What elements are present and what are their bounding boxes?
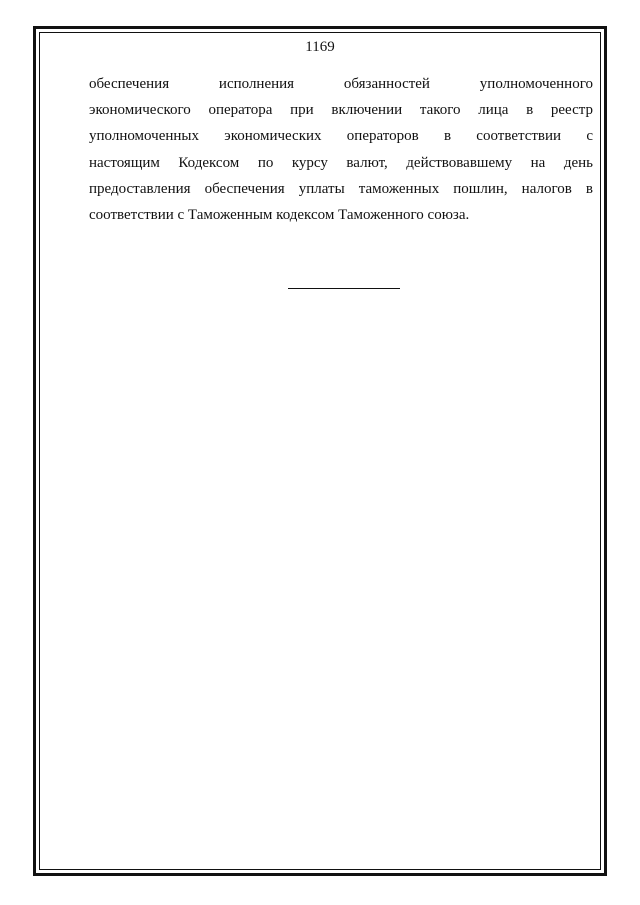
paragraph-line: обеспечения исполнения обязанностей уполномоченного — [89, 76, 593, 92]
paragraph-line: уполномоченных экономических операторов в соответствии с — [89, 128, 593, 145]
paragraph-line: соответствии с Таможенным кодексом Таможенного союза. — [89, 207, 470, 224]
paragraph-line: экономического оператора при включении такого лица в реестр — [89, 102, 593, 119]
body-paragraph — [89, 71, 593, 228]
page-number: 1169 — [305, 39, 335, 55]
paragraph-line: предоставления обеспечения уплаты таможенных пошлин, налогов в — [89, 180, 593, 197]
paragraph-line: настоящим Кодексом по курсу валют, действовавшему на день — [89, 154, 593, 171]
end-of-text-rule — [288, 288, 400, 289]
